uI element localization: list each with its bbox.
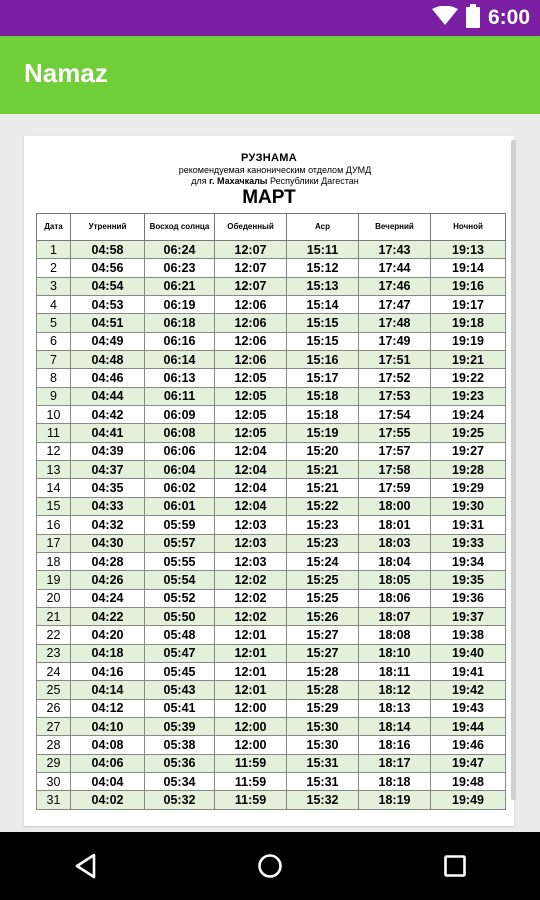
table-row <box>37 442 506 460</box>
time-cell: 04:46 <box>71 369 145 387</box>
time-cell: 06:21 <box>145 277 215 295</box>
table-row <box>37 791 506 809</box>
battery-icon <box>466 4 480 33</box>
time-cell: 15:25 <box>287 589 359 607</box>
column-header: Обеденный <box>215 214 287 241</box>
date-cell: 11 <box>37 424 71 442</box>
time-cell: 04:54 <box>71 277 145 295</box>
time-cell: 19:37 <box>431 607 506 625</box>
time-cell: 06:19 <box>145 296 215 314</box>
time-cell: 19:47 <box>431 754 506 772</box>
time-cell: 18:10 <box>359 644 431 662</box>
date-cell: 30 <box>37 772 71 790</box>
time-cell: 19:23 <box>431 387 506 405</box>
time-cell: 05:59 <box>145 516 215 534</box>
time-cell: 15:11 <box>287 241 359 259</box>
time-cell: 12:06 <box>215 296 287 314</box>
time-cell: 12:03 <box>215 516 287 534</box>
time-cell: 19:21 <box>431 351 506 369</box>
time-cell: 12:05 <box>215 406 287 424</box>
time-cell: 19:33 <box>431 534 506 552</box>
time-cell: 12:04 <box>215 479 287 497</box>
time-cell: 05:55 <box>145 552 215 570</box>
date-cell: 17 <box>37 534 71 552</box>
time-cell: 06:13 <box>145 369 215 387</box>
table-body <box>37 241 506 810</box>
time-cell: 18:16 <box>359 736 431 754</box>
subtitle-suffix: Республики Дагестан <box>267 176 359 186</box>
table-header-row <box>37 214 506 241</box>
time-cell: 05:36 <box>145 754 215 772</box>
time-cell: 04:53 <box>71 296 145 314</box>
time-cell: 05:54 <box>145 571 215 589</box>
table-row <box>37 626 506 644</box>
time-cell: 19:36 <box>431 589 506 607</box>
status-icons <box>432 5 530 31</box>
time-cell: 06:02 <box>145 479 215 497</box>
date-cell: 21 <box>37 607 71 625</box>
time-cell: 06:14 <box>145 351 215 369</box>
date-cell: 25 <box>37 681 71 699</box>
time-cell: 19:40 <box>431 644 506 662</box>
time-cell: 05:38 <box>145 736 215 754</box>
time-cell: 17:48 <box>359 314 431 332</box>
time-cell: 06:24 <box>145 241 215 259</box>
table-row <box>37 772 506 790</box>
time-cell: 05:47 <box>145 644 215 662</box>
time-cell: 05:39 <box>145 717 215 735</box>
time-cell: 15:27 <box>287 644 359 662</box>
status-time: 6:00 <box>487 6 530 29</box>
time-cell: 17:44 <box>359 259 431 277</box>
time-cell: 04:18 <box>71 644 145 662</box>
time-cell: 18:14 <box>359 717 431 735</box>
time-cell: 12:02 <box>215 571 287 589</box>
date-cell: 18 <box>37 552 71 570</box>
time-cell: 17:43 <box>359 241 431 259</box>
table-row <box>37 369 506 387</box>
time-cell: 06:18 <box>145 314 215 332</box>
date-cell: 2 <box>37 259 71 277</box>
time-cell: 17:49 <box>359 332 431 350</box>
time-cell: 17:58 <box>359 461 431 479</box>
time-cell: 19:49 <box>431 791 506 809</box>
date-cell: 28 <box>37 736 71 754</box>
time-cell: 05:32 <box>145 791 215 809</box>
column-header: Вечерний <box>359 214 431 241</box>
time-cell: 04:20 <box>71 626 145 644</box>
subtitle-prefix: для <box>191 176 210 186</box>
time-cell: 19:28 <box>431 461 506 479</box>
time-cell: 19:17 <box>431 296 506 314</box>
time-cell: 04:10 <box>71 717 145 735</box>
date-cell: 5 <box>37 314 71 332</box>
time-cell: 15:14 <box>287 296 359 314</box>
time-cell: 06:04 <box>145 461 215 479</box>
app-title: Namaz <box>24 58 108 88</box>
time-cell: 04:16 <box>71 662 145 680</box>
table-row <box>37 314 506 332</box>
time-cell: 15:32 <box>287 791 359 809</box>
time-cell: 04:51 <box>71 314 145 332</box>
time-cell: 12:03 <box>215 534 287 552</box>
time-cell: 12:01 <box>215 626 287 644</box>
time-cell: 17:57 <box>359 442 431 460</box>
time-cell: 15:20 <box>287 442 359 460</box>
time-cell: 04:48 <box>71 351 145 369</box>
time-cell: 19:18 <box>431 314 506 332</box>
date-cell: 22 <box>37 626 71 644</box>
time-cell: 04:30 <box>71 534 145 552</box>
time-cell: 15:28 <box>287 662 359 680</box>
time-cell: 12:05 <box>215 424 287 442</box>
column-header: Аср <box>287 214 359 241</box>
date-cell: 23 <box>37 644 71 662</box>
column-header: Дата <box>37 214 71 241</box>
time-cell: 12:05 <box>215 387 287 405</box>
time-cell: 05:45 <box>145 662 215 680</box>
time-cell: 15:13 <box>287 277 359 295</box>
time-cell: 12:07 <box>215 241 287 259</box>
time-cell: 18:13 <box>359 699 431 717</box>
time-cell: 15:31 <box>287 772 359 790</box>
table-row <box>37 552 506 570</box>
date-cell: 20 <box>37 589 71 607</box>
time-cell: 04:42 <box>71 406 145 424</box>
time-cell: 19:16 <box>431 277 506 295</box>
date-cell: 1 <box>37 241 71 259</box>
time-cell: 18:00 <box>359 497 431 515</box>
date-cell: 31 <box>37 791 71 809</box>
time-cell: 06:01 <box>145 497 215 515</box>
time-cell: 18:03 <box>359 534 431 552</box>
table-row <box>37 516 506 534</box>
date-cell: 9 <box>37 387 71 405</box>
time-cell: 12:04 <box>215 442 287 460</box>
prayer-schedule-document[interactable] <box>24 136 514 826</box>
time-cell: 19:41 <box>431 662 506 680</box>
table-row <box>37 534 506 552</box>
table-row <box>37 497 506 515</box>
table-row <box>37 754 506 772</box>
table-row <box>37 662 506 680</box>
table-row <box>37 644 506 662</box>
date-cell: 12 <box>37 442 71 460</box>
table-row <box>37 607 506 625</box>
document-subtitle-city <box>36 176 514 187</box>
time-cell: 15:27 <box>287 626 359 644</box>
time-cell: 05:43 <box>145 681 215 699</box>
time-cell: 12:04 <box>215 497 287 515</box>
time-cell: 18:19 <box>359 791 431 809</box>
time-cell: 04:58 <box>71 241 145 259</box>
time-cell: 18:17 <box>359 754 431 772</box>
document-month: МАРТ <box>242 187 296 208</box>
time-cell: 17:47 <box>359 296 431 314</box>
date-cell: 26 <box>37 699 71 717</box>
time-cell: 19:31 <box>431 516 506 534</box>
time-cell: 15:21 <box>287 479 359 497</box>
time-cell: 15:28 <box>287 681 359 699</box>
time-cell: 19:38 <box>431 626 506 644</box>
app-bar <box>0 36 540 114</box>
time-cell: 19:44 <box>431 717 506 735</box>
table-row <box>37 332 506 350</box>
time-cell: 19:35 <box>431 571 506 589</box>
time-cell: 18:18 <box>359 772 431 790</box>
time-cell: 12:07 <box>215 277 287 295</box>
wifi-icon <box>432 6 458 31</box>
time-cell: 17:59 <box>359 479 431 497</box>
document-header <box>24 152 514 209</box>
time-cell: 18:11 <box>359 662 431 680</box>
table-row <box>37 717 506 735</box>
date-cell: 6 <box>37 332 71 350</box>
time-cell: 15:25 <box>287 571 359 589</box>
time-cell: 15:30 <box>287 717 359 735</box>
time-cell: 17:55 <box>359 424 431 442</box>
time-cell: 12:01 <box>215 644 287 662</box>
prayer-times-table <box>36 213 506 810</box>
date-cell: 29 <box>37 754 71 772</box>
time-cell: 12:01 <box>215 681 287 699</box>
time-cell: 19:13 <box>431 241 506 259</box>
table-row <box>37 571 506 589</box>
time-cell: 19:30 <box>431 497 506 515</box>
time-cell: 15:15 <box>287 314 359 332</box>
time-cell: 04:06 <box>71 754 145 772</box>
time-cell: 19:42 <box>431 681 506 699</box>
time-cell: 15:24 <box>287 552 359 570</box>
time-cell: 06:11 <box>145 387 215 405</box>
time-cell: 19:22 <box>431 369 506 387</box>
time-cell: 04:39 <box>71 442 145 460</box>
time-cell: 15:18 <box>287 387 359 405</box>
time-cell: 04:33 <box>71 497 145 515</box>
time-cell: 11:59 <box>215 791 287 809</box>
table-row <box>37 387 506 405</box>
date-cell: 8 <box>37 369 71 387</box>
time-cell: 04:32 <box>71 516 145 534</box>
time-cell: 05:50 <box>145 607 215 625</box>
time-cell: 12:05 <box>215 369 287 387</box>
back-icon[interactable] <box>66 848 106 884</box>
document-title: РУЗНАМА <box>240 152 298 164</box>
time-cell: 15:16 <box>287 351 359 369</box>
time-cell: 12:02 <box>215 607 287 625</box>
time-cell: 04:44 <box>71 387 145 405</box>
time-cell: 15:15 <box>287 332 359 350</box>
date-cell: 3 <box>37 277 71 295</box>
time-cell: 19:48 <box>431 772 506 790</box>
time-cell: 04:04 <box>71 772 145 790</box>
time-cell: 15:23 <box>287 534 359 552</box>
time-cell: 04:12 <box>71 699 145 717</box>
time-cell: 11:59 <box>215 754 287 772</box>
time-cell: 18:12 <box>359 681 431 699</box>
table-row <box>37 406 506 424</box>
time-cell: 19:34 <box>431 552 506 570</box>
time-cell: 19:19 <box>431 332 506 350</box>
column-header: Ночной <box>431 214 506 241</box>
table-row <box>37 589 506 607</box>
time-cell: 12:06 <box>215 332 287 350</box>
table-row <box>37 296 506 314</box>
date-cell: 14 <box>37 479 71 497</box>
time-cell: 12:06 <box>215 314 287 332</box>
table-row <box>37 277 506 295</box>
time-cell: 06:09 <box>145 406 215 424</box>
time-cell: 19:24 <box>431 406 506 424</box>
time-cell: 12:07 <box>215 259 287 277</box>
date-cell: 13 <box>37 461 71 479</box>
time-cell: 18:01 <box>359 516 431 534</box>
table-row <box>37 699 506 717</box>
content-area[interactable] <box>0 114 540 832</box>
date-cell: 15 <box>37 497 71 515</box>
time-cell: 04:56 <box>71 259 145 277</box>
date-cell: 10 <box>37 406 71 424</box>
time-cell: 05:34 <box>145 772 215 790</box>
time-cell: 05:57 <box>145 534 215 552</box>
time-cell: 12:00 <box>215 717 287 735</box>
time-cell: 05:48 <box>145 626 215 644</box>
time-cell: 17:52 <box>359 369 431 387</box>
scrollbar[interactable] <box>511 140 516 800</box>
table-row <box>37 736 506 754</box>
time-cell: 17:54 <box>359 406 431 424</box>
time-cell: 05:52 <box>145 589 215 607</box>
time-cell: 15:12 <box>287 259 359 277</box>
time-cell: 19:27 <box>431 442 506 460</box>
table-row <box>37 681 506 699</box>
time-cell: 17:51 <box>359 351 431 369</box>
time-cell: 15:31 <box>287 754 359 772</box>
recents-icon[interactable] <box>435 848 475 884</box>
time-cell: 11:59 <box>215 772 287 790</box>
table-row <box>37 241 506 259</box>
time-cell: 17:46 <box>359 277 431 295</box>
date-cell: 19 <box>37 571 71 589</box>
time-cell: 05:41 <box>145 699 215 717</box>
time-cell: 04:14 <box>71 681 145 699</box>
time-cell: 19:43 <box>431 699 506 717</box>
date-cell: 24 <box>37 662 71 680</box>
navigation-bar <box>0 832 540 900</box>
time-cell: 18:07 <box>359 607 431 625</box>
table-row <box>37 351 506 369</box>
time-cell: 04:02 <box>71 791 145 809</box>
time-cell: 12:06 <box>215 351 287 369</box>
time-cell: 15:18 <box>287 406 359 424</box>
date-cell: 7 <box>37 351 71 369</box>
time-cell: 15:19 <box>287 424 359 442</box>
column-header: Восход солнца <box>145 214 215 241</box>
time-cell: 06:16 <box>145 332 215 350</box>
time-cell: 04:35 <box>71 479 145 497</box>
table-row <box>37 461 506 479</box>
time-cell: 15:17 <box>287 369 359 387</box>
time-cell: 04:37 <box>71 461 145 479</box>
time-cell: 19:14 <box>431 259 506 277</box>
time-cell: 12:00 <box>215 736 287 754</box>
document-subtitle: рекомендуемая каноническим отделом ДУМД <box>178 165 372 175</box>
time-cell: 19:25 <box>431 424 506 442</box>
time-cell: 04:08 <box>71 736 145 754</box>
date-cell: 16 <box>37 516 71 534</box>
time-cell: 06:06 <box>145 442 215 460</box>
table-row <box>37 259 506 277</box>
table-row <box>37 479 506 497</box>
time-cell: 12:04 <box>215 461 287 479</box>
time-cell: 04:22 <box>71 607 145 625</box>
time-cell: 15:30 <box>287 736 359 754</box>
table-row <box>37 424 506 442</box>
time-cell: 12:00 <box>215 699 287 717</box>
date-cell: 27 <box>37 717 71 735</box>
time-cell: 17:53 <box>359 387 431 405</box>
time-cell: 18:06 <box>359 589 431 607</box>
time-cell: 04:24 <box>71 589 145 607</box>
time-cell: 12:02 <box>215 589 287 607</box>
time-cell: 12:01 <box>215 662 287 680</box>
time-cell: 15:21 <box>287 461 359 479</box>
date-cell: 4 <box>37 296 71 314</box>
time-cell: 15:22 <box>287 497 359 515</box>
time-cell: 15:26 <box>287 607 359 625</box>
time-cell: 06:08 <box>145 424 215 442</box>
time-cell: 19:29 <box>431 479 506 497</box>
time-cell: 18:04 <box>359 552 431 570</box>
time-cell: 18:05 <box>359 571 431 589</box>
time-cell: 04:28 <box>71 552 145 570</box>
time-cell: 15:23 <box>287 516 359 534</box>
time-cell: 06:23 <box>145 259 215 277</box>
home-icon[interactable] <box>250 848 290 884</box>
time-cell: 18:08 <box>359 626 431 644</box>
time-cell: 12:03 <box>215 552 287 570</box>
time-cell: 19:46 <box>431 736 506 754</box>
time-cell: 04:26 <box>71 571 145 589</box>
time-cell: 04:49 <box>71 332 145 350</box>
subtitle-city: г. Махачкалы <box>209 176 268 186</box>
column-header: Утренний <box>71 214 145 241</box>
time-cell: 15:29 <box>287 699 359 717</box>
status-bar <box>0 0 540 36</box>
time-cell: 04:41 <box>71 424 145 442</box>
